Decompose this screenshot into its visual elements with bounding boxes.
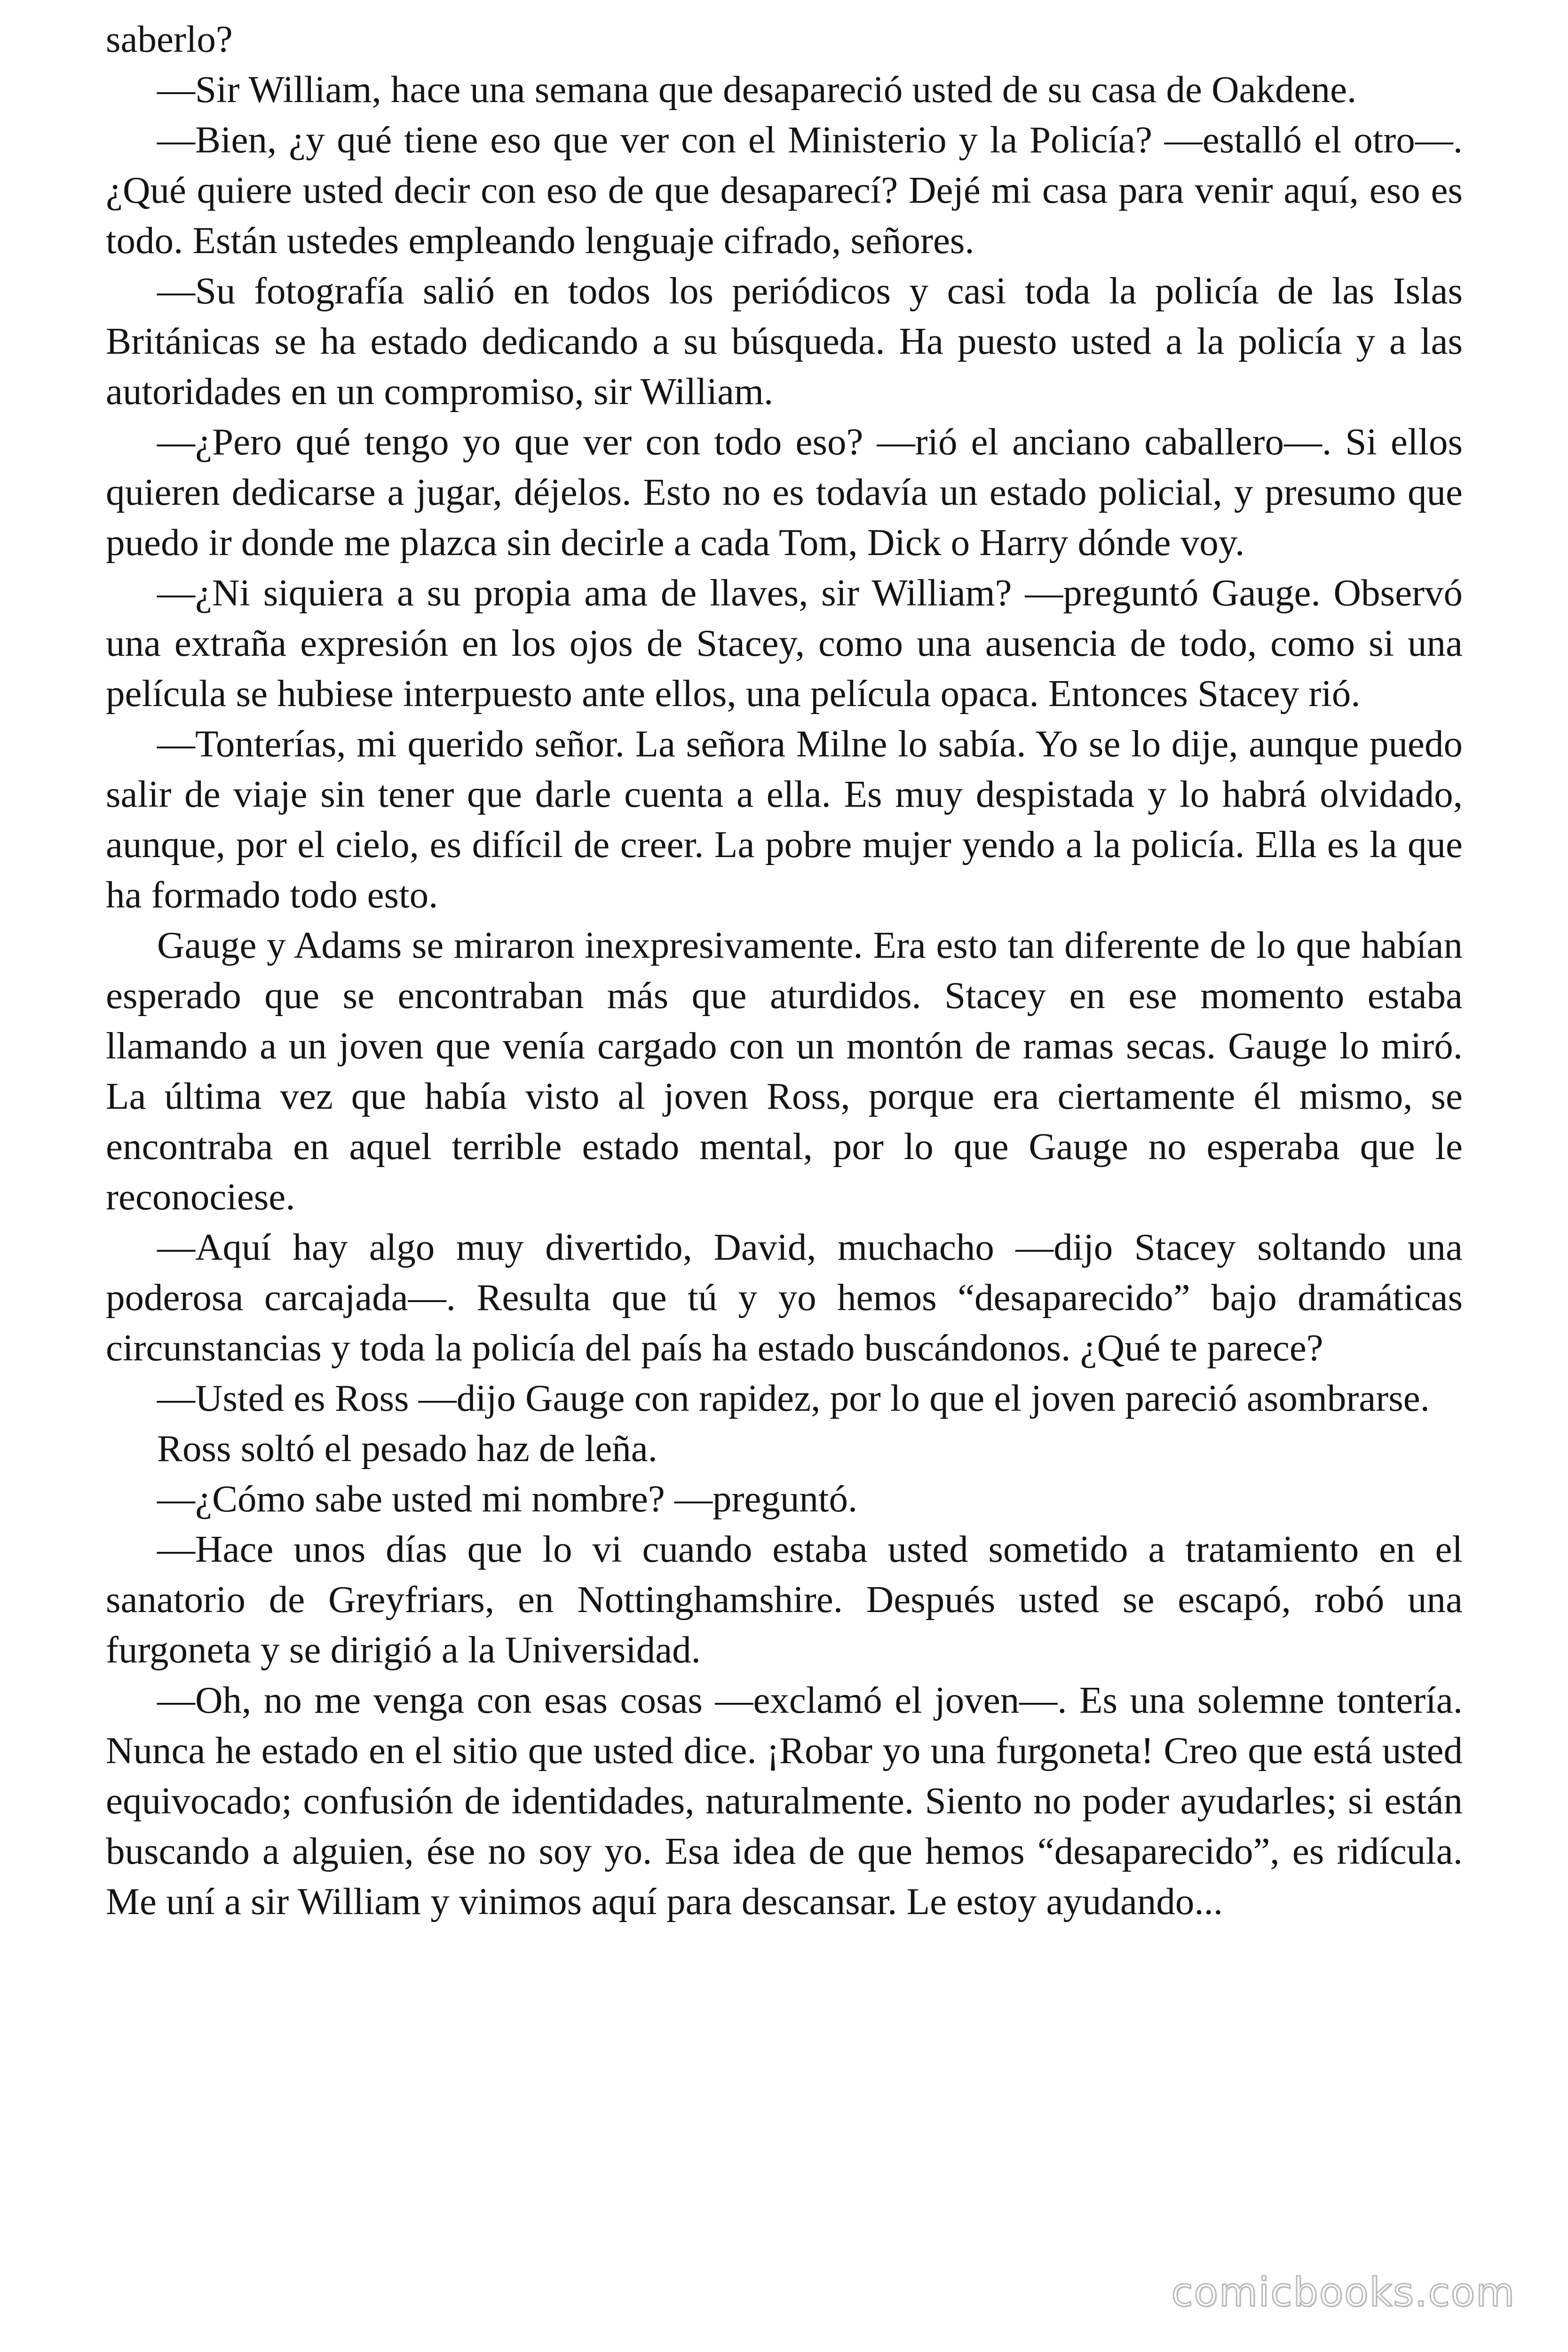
- paragraph: —Tonterías, mi querido señor. La señora Milne lo sabía. Yo se lo dije, aunque puedo salir de viaje sin tener que darle cuenta a ella. Es muy despistada y lo habrá olvidado, aunque, por el cielo, es difícil de creer. La pobre mujer yendo a la policía. Ella es la que ha formado todo esto.: [106, 723, 1463, 916]
- page-text: [106, 14, 1463, 1927]
- paragraph: —Su fotografía salió en todos los periódicos y casi toda la policía de las Islas Británicas se ha estado dedicando a su búsqueda. Ha puesto usted a la policía y a las autoridades en un compromiso, sir William.: [106, 270, 1463, 413]
- paragraph: —Aquí hay algo muy divertido, David, muchacho —dijo Stacey soltando una poderosa carcajada—. Resulta que tú y yo hemos “desaparecido” bajo dramáticas circunstancias y toda la policía del país ha estado buscándonos. ¿Qué te parece?: [106, 1226, 1463, 1369]
- paragraph: —Hace unos días que lo vi cuando estaba usted sometido a tratamiento en el sanatorio de Greyfriars, en Nottinghamshire. Después usted se escapó, robó una furgoneta y se dirigió a la Universidad.: [106, 1528, 1463, 1671]
- paragraph: —Bien, ¿y qué tiene eso que ver con el Ministerio y la Policía? —estalló el otro—. ¿Qué quiere usted decir con eso de que desaparecí? Dejé mi casa para venir aquí, eso es todo. Están ustedes empleando lenguaje cifrado, señores.: [106, 119, 1463, 262]
- paragraph: —¿Cómo sabe usted mi nombre? —preguntó.: [157, 1478, 858, 1520]
- paragraph-continuation: saberlo?: [106, 18, 233, 60]
- paragraph: —¿Ni siquiera a su propia ama de llaves, sir William? —preguntó Gauge. Observó una extraña expresión en los ojos de Stacey, como una ausencia de todo, como si una película se hubiese interpuesto ante ellos, una película opaca. Entonces Stacey rió.: [106, 572, 1463, 715]
- paragraph: Gauge y Adams se miraron inexpresivamente. Era esto tan diferente de lo que habían esperado que se encontraban más que aturdidos. Stacey en ese momento estaba llamando a un joven que venía cargado con un montón de ramas secas. Gauge lo miró. La última vez que había visto al joven Ross, porque era ciertamente él mismo, se encontraba en aquel terrible estado mental, por lo que Gauge no esperaba que le reconociese.: [106, 924, 1463, 1218]
- paragraph: —Oh, no me venga con esas cosas —exclamó el joven—. Es una solemne tontería. Nunca he estado en el sitio que usted dice. ¡Robar yo una furgoneta! Creo que está usted equivocado; confusión de identidades, naturalmente. Siento no poder ayudarles; si están buscando a alguien, ése no soy yo. Esa idea de que hemos “desaparecido”, es ridícula. Me uní a sir William y vinimos aquí para descansar. Le estoy ayudando...: [106, 1679, 1463, 1923]
- watermark: comicbooks.com: [1171, 2269, 1515, 2315]
- paragraph: —Sir William, hace una semana que desapareció usted de su casa de Oakdene.: [157, 68, 1357, 111]
- paragraph: Ross soltó el pesado haz de leña.: [157, 1427, 657, 1470]
- paragraph: —Usted es Ross —dijo Gauge con rapidez, por lo que el joven pareció asombrarse.: [157, 1377, 1430, 1419]
- paragraph: —¿Pero qué tengo yo que ver con todo eso? —rió el anciano caballero—. Si ellos quieren dedicarse a jugar, déjelos. Esto no es todavía un estado policial, y presumo que puedo ir donde me plazca sin decirle a cada Tom, Dick o Harry dónde voy.: [106, 421, 1463, 564]
